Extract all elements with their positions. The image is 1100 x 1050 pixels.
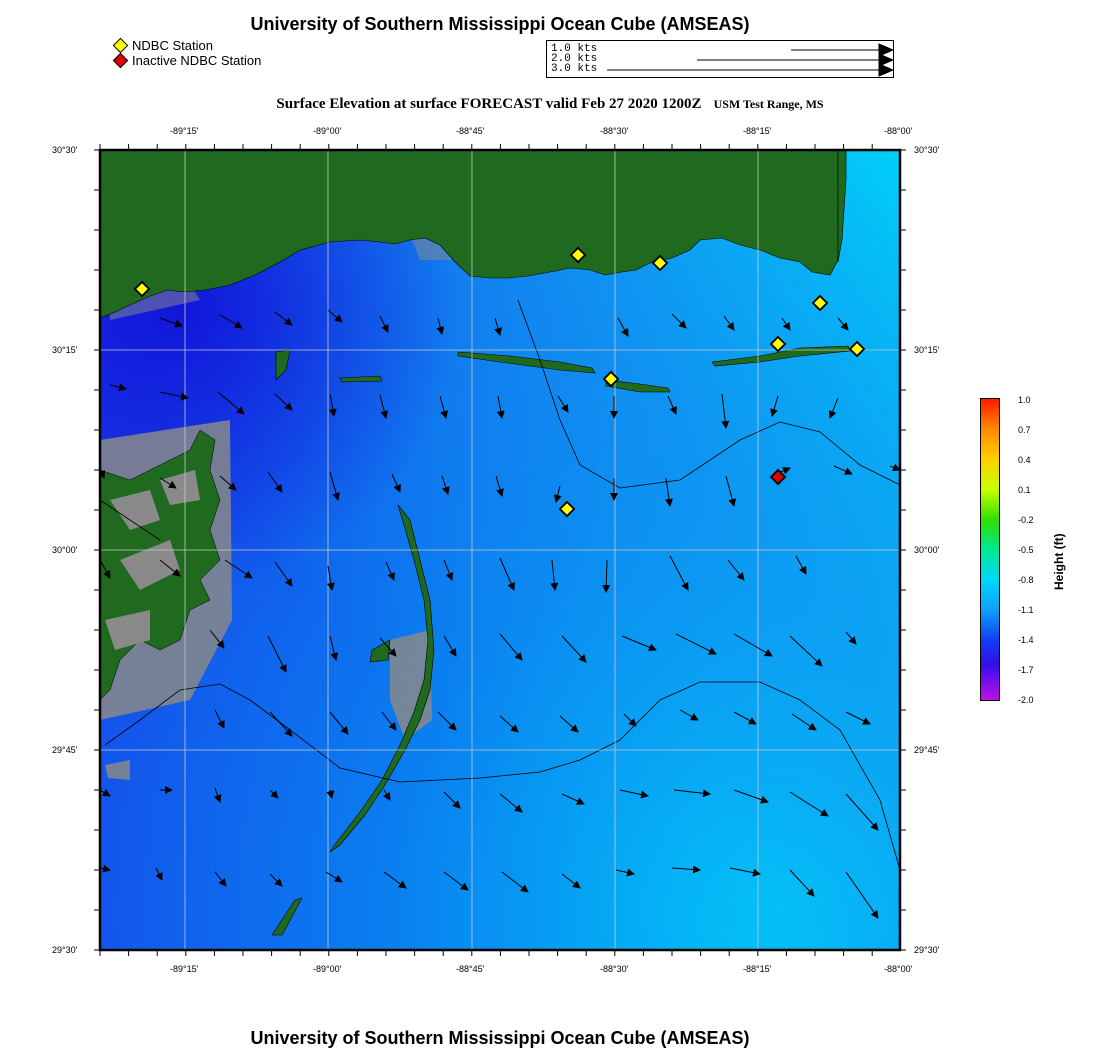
colorbar-tick: -1.1 [1018,605,1034,615]
lat-tick-label: 30°00' [914,545,940,555]
lon-tick-label: -88°30' [600,126,629,136]
lat-tick-label: 30°15' [914,345,940,355]
speed-scale-label: 1.0 kts [551,43,598,55]
colorbar-tick: 1.0 [1018,395,1031,405]
lon-tick-label: -89°00' [313,964,342,974]
speed-scale-label: 3.0 kts [551,63,598,75]
region-name: USM Test Range, MS [713,97,824,111]
lon-tick-label: -88°00' [884,964,913,974]
lon-tick-label: -88°45' [456,964,485,974]
map-title: University of Southern Mississippi Ocean Cube (AMSEAS) [250,14,750,34]
lat-tick-label: 30°00' [52,545,78,555]
colorbar-tick: -0.2 [1018,515,1034,525]
lat-tick-label: 30°30' [914,145,940,155]
lon-tick-label: -89°00' [313,126,342,136]
lon-tick-label: -88°00' [884,126,913,136]
lat-tick-label: 29°45' [914,745,940,755]
colorbar-tick: 0.7 [1018,425,1031,435]
lon-tick-label: -89°15' [170,964,199,974]
speed-scale-label: 2.0 kts [551,53,598,65]
lon-tick-label: -88°45' [456,126,485,136]
lat-tick-label: 29°45' [52,745,78,755]
colorbar-tick: 0.4 [1018,455,1031,465]
colorbar-tick: -0.5 [1018,545,1034,555]
colorbar-tick: -0.8 [1018,575,1034,585]
forecast-description: Surface Elevation at surface FORECAST valid Feb 27 2020 1200Z [276,96,702,112]
lon-tick-label: -88°15' [743,126,772,136]
lon-tick-label: -88°30' [600,964,629,974]
colorbar-tick: 0.1 [1018,485,1031,495]
lat-tick-label: 30°15' [52,345,78,355]
height-colorbar [980,398,1000,701]
lat-tick-label: 29°30' [52,945,78,955]
colorbar-tick: -1.4 [1018,635,1034,645]
map-footer-title: University of Southern Mississippi Ocean Cube (AMSEAS) [250,1028,750,1048]
legend-label: NDBC Station [132,38,213,53]
colorbar-title: Height (ft) [1052,533,1066,590]
lat-tick-label: 29°30' [914,945,940,955]
lon-tick-label: -89°15' [170,126,199,136]
legend-label: Inactive NDBC Station [132,53,262,68]
colorbar-tick: -2.0 [1018,695,1034,705]
lat-tick-label: 30°30' [52,145,78,155]
colorbar-tick: -1.7 [1018,665,1034,675]
lon-tick-label: -88°15' [743,964,772,974]
